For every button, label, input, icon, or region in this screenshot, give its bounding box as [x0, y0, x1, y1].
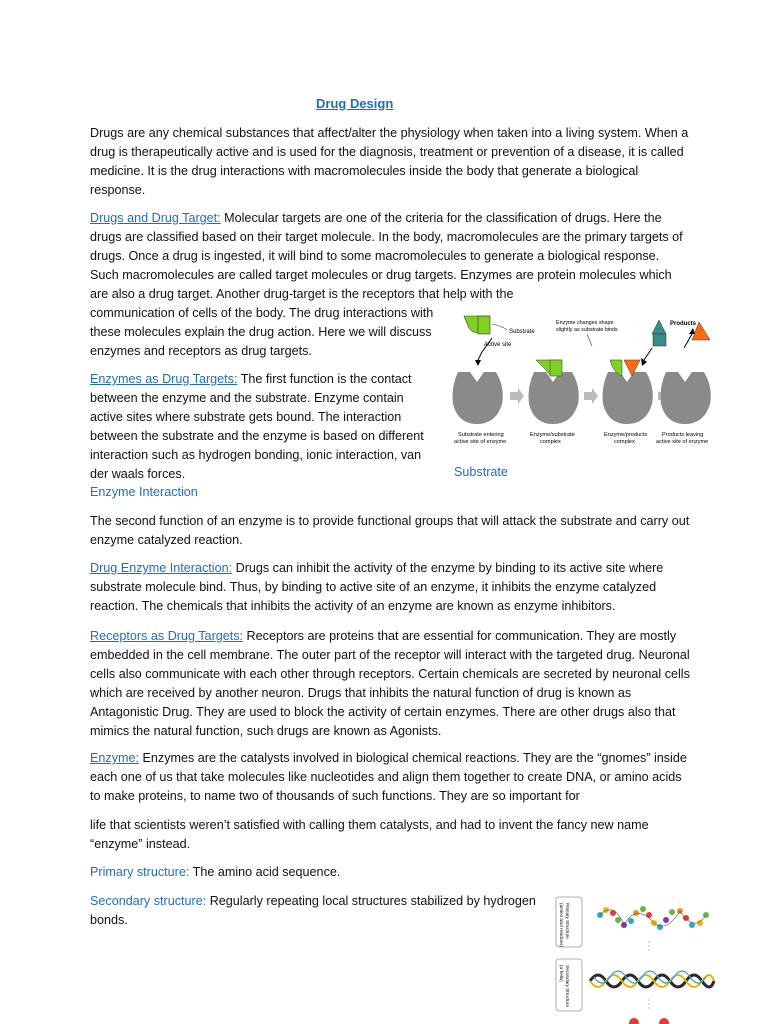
step4-label: Products leaving active site of enzyme [656, 432, 709, 445]
enzyme-substrate-diagram [452, 312, 718, 462]
primary-structure-paragraph [90, 863, 690, 882]
drug-enzyme-heading: Drug Enzyme Interaction: [90, 561, 233, 575]
enzymes-targets-text: The first function is the contact between the enzyme and the substrate. Enzyme contain active sites where substrate gets bound. The interaction between the substrate and the enzyme is based on different interaction such as hydrogen bonding, ionic interaction, van der waals forces. [90, 372, 424, 481]
drugs-target-heading: Drugs and Drug Target: [90, 211, 221, 225]
secondary-structure-label: Secondary Structure(α-helix) [559, 965, 570, 1007]
enzyme-text: Enzymes are the catalysts involved in biological chemical reactions. They are the “gnomes” inside each one of us that take molecules like nucleotides and align them together to create DNA, or amino acids to make proteins, to name two of thousands of such functions. They are so important for [90, 751, 687, 803]
enzyme-step-1 [453, 372, 503, 424]
secondary-structure-paragraph [90, 892, 546, 930]
substrate-label: Substrate [509, 329, 535, 335]
protein-structure-figure [554, 893, 724, 1024]
drug-enzyme-text: Drugs can inhibit the activity of the enzyme by binding to its active site where substrate molecule bind. Thus, by binding to active site of an enzyme, it inhibits the enzyme catalyzed reaction. The chemicals that inhibits the activity of an enzyme are known as enzyme inhibitors. [90, 561, 664, 613]
primary-structure-text: The amino acid sequence. [189, 865, 341, 879]
receptors-paragraph [90, 627, 690, 741]
primary-structure-heading: Primary structure: [90, 865, 190, 879]
enzyme-paragraph-continued: life that scientists weren’t satisfied with calling them catalysts, and had to invent the fancy new name “enzyme” instead. [90, 818, 649, 851]
alpha-helix [590, 971, 714, 987]
substrate-shape [464, 316, 490, 334]
shape-change-label: Enzyme changes shape slightly as substrate binds [556, 320, 618, 333]
step3-label: Enzyme/products complex [604, 432, 648, 445]
enzyme-paragraph [90, 749, 690, 806]
receptors-heading: Receptors as Drug Targets: [90, 629, 244, 643]
products-label: Products [670, 321, 697, 327]
secondary-structure-text: Regularly repeating local structures stabilized by hydrogen bonds. [90, 894, 536, 927]
step2-label: Enzyme/substrate complex [530, 432, 575, 445]
amino-acid-chain [597, 906, 709, 930]
enzyme-interaction-subheading: Enzyme Interaction [90, 485, 198, 499]
second-function-paragraph: The second function of an enzyme is to provide functional groups that will attack the substrate and carry out enzyme catalyzed reaction. [90, 514, 690, 547]
primary-structure-label: Primary Structure(amino acid residues) [559, 903, 570, 947]
drugs-target-text: Molecular targets are one of the criteria for the classification of drugs. Here the drugs are classified based on their target molecule. In the body, macromolecules are the primary targets of drugs. Once a drug is ingested, it will bind to some macromolecules to generate a biological response. Such macromolecules are called target molecules or drug targets. Enzymes are protein molecules which are also a drug target. Another drug-target is the receptors that help with the [90, 211, 683, 301]
intro-paragraph: Drugs are any chemical substances that affect/alter the physiology when taken into a living system. When a drug is therapeutically active and is used for the diagnosis, treatment or prevention of a disease, it is called medicine. It is the drug interactions with macromolecules inside the body that generate a biological response. [90, 126, 689, 197]
drugs-target-continued: communication of cells of the body. The drug interactions with these molecules explain the drug action. Here we will discuss enzymes and receptors as drug targets. [90, 306, 434, 358]
diagram-caption: Substrate [454, 465, 508, 479]
enzyme-heading: Enzyme: [90, 751, 139, 765]
step1-label: Substrate entering active site of enzyme [454, 432, 507, 445]
enzyme-step-4 [661, 372, 711, 424]
enzyme-step-2 [529, 360, 579, 424]
enzymes-targets-heading: Enzymes as Drug Targets: [90, 372, 238, 386]
page-title: Drug Design [316, 96, 394, 111]
secondary-structure-heading: Secondary structure: [90, 894, 207, 908]
drug-enzyme-paragraph [90, 559, 690, 616]
enzymes-targets-paragraph [90, 370, 436, 484]
active-site-label: Active site [484, 342, 512, 348]
receptors-text: Receptors are proteins that are essential for communication. They are mostly embedded in the cell membrane. The outer part of the receptor will interact with the targeted drug. Neuronal cells also communicate with each other through receptors. Certain chemicals are secreted by neuronal cells which are received by another neuron. Drugs that inhibits the natural function of drug is known as Antagonistic Drug. They are used to block the activity of certain enzymes. There are other drugs also that mimics the natural function, such drugs are known as Agonists. [90, 629, 690, 738]
enzyme-step-3 [603, 360, 653, 424]
drugs-target-paragraph [90, 209, 690, 304]
